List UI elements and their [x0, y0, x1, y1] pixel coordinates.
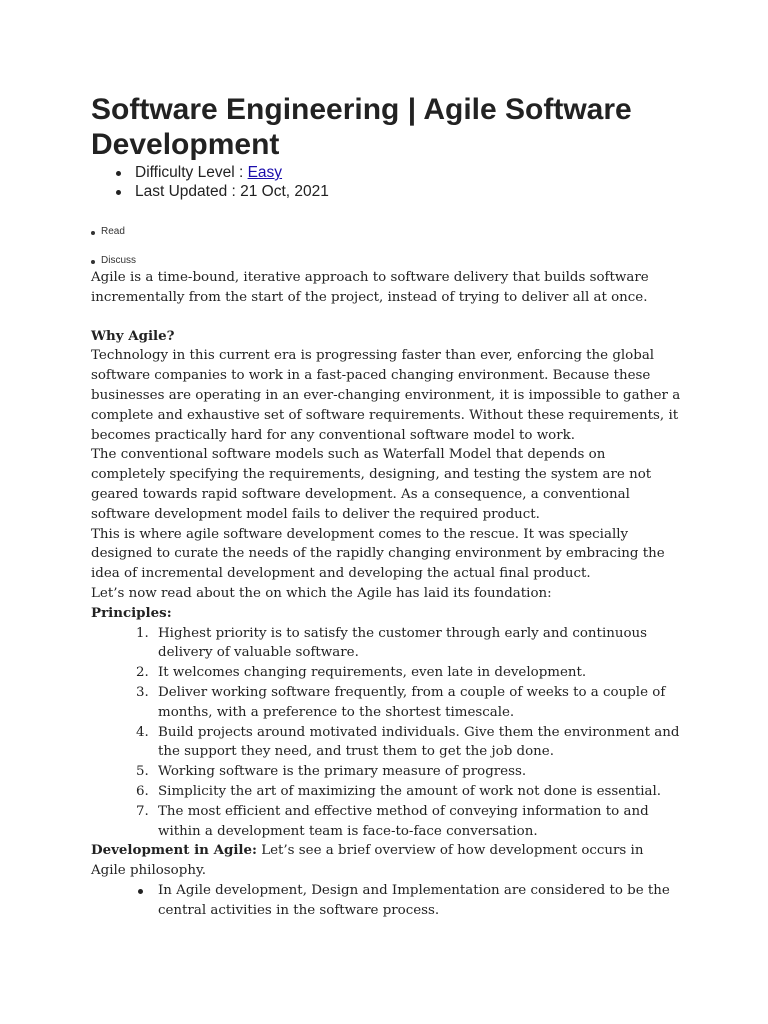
difficulty-link[interactable]: Easy	[247, 164, 283, 181]
principles-heading: Principles:	[91, 604, 172, 621]
development-item: In Agile development, Design and Implementation are considered to be the central activities in the software process.	[158, 881, 681, 921]
principle-item: Deliver working software frequently, from a couple of weeks to a couple of months, with a preference to the shortest timescale.	[158, 684, 666, 720]
principle-item: Working software is the primary measure of progress.	[158, 764, 527, 780]
principle-item: The most efficient and effective method of conveying information to and within a development team is face-to-face conversation.	[158, 803, 649, 839]
article-body	[91, 268, 681, 921]
principles-list	[91, 624, 681, 842]
why-paragraph-2: The conventional software models such as Waterfall Model that depends on completely specifying the requirements, designing, and testing the system are not geared towards rapid software development. As a consequence, a conventional software development model fails to deliver the required product.	[91, 447, 652, 522]
why-paragraph-4: Let’s now read about the on which the Agile has laid its foundation:	[91, 585, 552, 601]
why-paragraph-1: Technology in this current era is progressing faster than ever, enforcing the global software companies to work in a fast-paced changing environment. Because these businesses are operating in an ever-changing environment, it is impossible to gather a complete and exhaustive set of software requirements. Without these requirements, it becomes practically hard for any conventional software model to work.	[91, 348, 681, 443]
difficulty-level	[91, 163, 329, 182]
difficulty-label: Difficulty Level :	[135, 164, 248, 181]
development-intro: Let’s see a brief overview of how development occurs in Agile philosophy.	[91, 843, 644, 879]
article-meta	[91, 163, 329, 201]
discuss-button[interactable]: Discuss	[91, 255, 136, 266]
why-paragraph-3: This is where agile software development comes to the rescue. It was specially designed to curate the needs of the rapidly changing environment by embracing the idea of incremental development and developing the actual final product.	[91, 526, 665, 582]
development-paragraph	[91, 841, 681, 881]
page-title: Software Engineering | Agile Software Development	[91, 93, 632, 161]
principle-item: Build projects around motivated individuals. Give them the environment and the support they need, and trust them to get the job done.	[158, 724, 680, 760]
read-button[interactable]: Read	[91, 226, 125, 237]
principle-item: Simplicity the art of maximizing the amount of work not done is essential.	[158, 783, 662, 799]
intro-paragraph: Agile is a time-bound, iterative approach to software delivery that builds software incrementally from the start of the project, instead of trying to deliver all at once.	[91, 270, 649, 305]
development-list	[91, 881, 681, 921]
principle-item: Highest priority is to satisfy the customer through early and continuous delivery of valuable software.	[158, 625, 648, 661]
principle-item: It welcomes changing requirements, even late in development.	[158, 665, 587, 681]
why-agile-heading: Why Agile?	[91, 327, 175, 344]
last-updated: Last Updated : 21 Oct, 2021	[91, 182, 329, 201]
development-heading: Development in Agile:	[91, 842, 257, 859]
